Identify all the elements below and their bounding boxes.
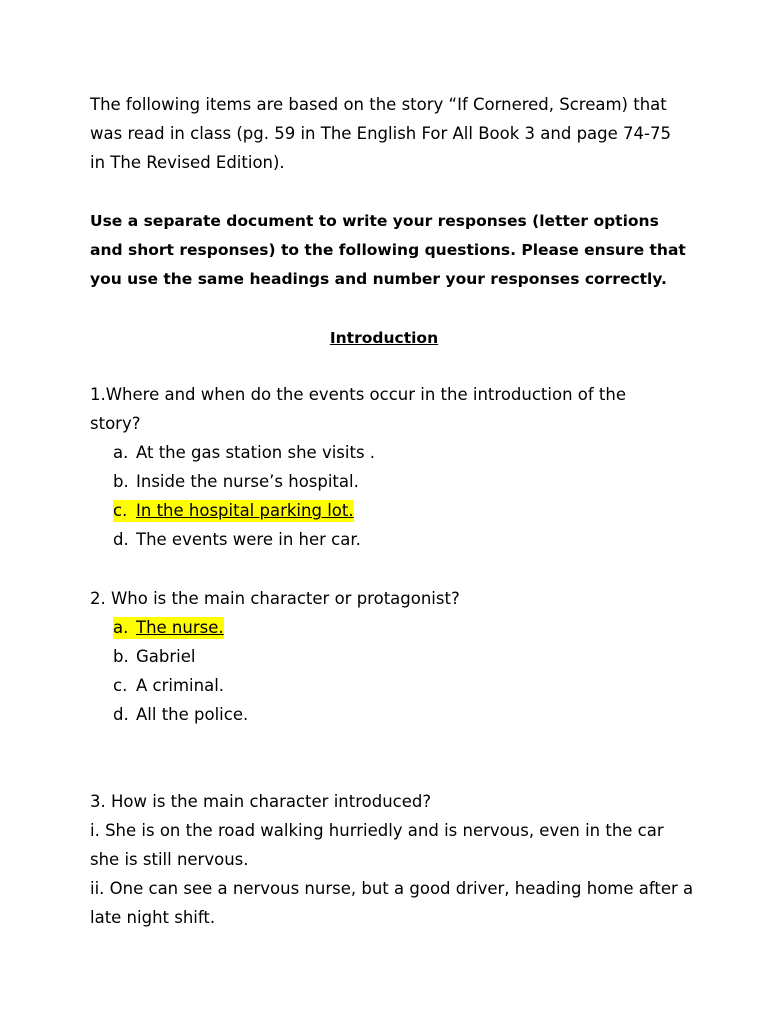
option-text: All the police. [136, 705, 249, 724]
option-letter: a. [113, 443, 129, 462]
option-text: In the hospital parking lot. [136, 501, 354, 520]
option-text: Gabriel [136, 647, 196, 666]
intro-line-1: The following items are based on the story “If Cornered, Scream) that [90, 95, 667, 114]
q2-option-b [113, 646, 195, 668]
option-letter: c. [113, 676, 128, 695]
option-text: The events were in her car. [136, 530, 361, 549]
instructions-line-1: Use a separate document to write your responses (letter options [90, 212, 659, 230]
option-text: Inside the nurse’s hospital. [136, 472, 359, 491]
q1-option-d [113, 529, 361, 551]
instructions-line-2: and short responses) to the following questions. Please ensure that [90, 241, 686, 259]
question-2-line-1: 2. Who is the main character or protagonist? [90, 589, 460, 608]
instructions-line-3: you use the same headings and number your responses correctly. [90, 270, 667, 288]
option-text: At the gas station she visits . [136, 443, 376, 462]
q2-option-c [113, 675, 224, 697]
option-letter: d. [113, 705, 129, 724]
q2-option-a-highlighted [113, 617, 224, 639]
q1-option-c-highlighted [113, 500, 354, 522]
option-letter: b. [113, 472, 129, 491]
option-letter: c. [113, 501, 128, 520]
option-text: A criminal. [136, 676, 225, 695]
q2-option-d [113, 704, 248, 726]
option-letter: d. [113, 530, 129, 549]
section-heading: Introduction [329, 329, 439, 347]
question-3-line-3: she is still nervous. [90, 850, 249, 869]
question-3-line-2: i. She is on the road walking hurriedly and is nervous, even in the car [90, 821, 664, 840]
option-letter: a. [113, 618, 129, 637]
question-3-line-4: ii. One can see a nervous nurse, but a good driver, heading home after a [90, 879, 694, 898]
question-3-line-1: 3. How is the main character introduced? [90, 792, 432, 811]
question-1-line-1: 1.Where and when do the events occur in the introduction of the [90, 385, 626, 404]
intro-line-3: in The Revised Edition). [90, 153, 285, 172]
option-letter: b. [113, 647, 129, 666]
option-text: The nurse. [136, 618, 224, 637]
q1-option-b [113, 471, 359, 493]
question-3-line-5: late night shift. [90, 908, 216, 927]
question-1-line-2: story? [90, 414, 141, 433]
q1-option-a [113, 442, 375, 464]
intro-line-2: was read in class (pg. 59 in The English For All Book 3 and page 74-75 [90, 124, 671, 143]
